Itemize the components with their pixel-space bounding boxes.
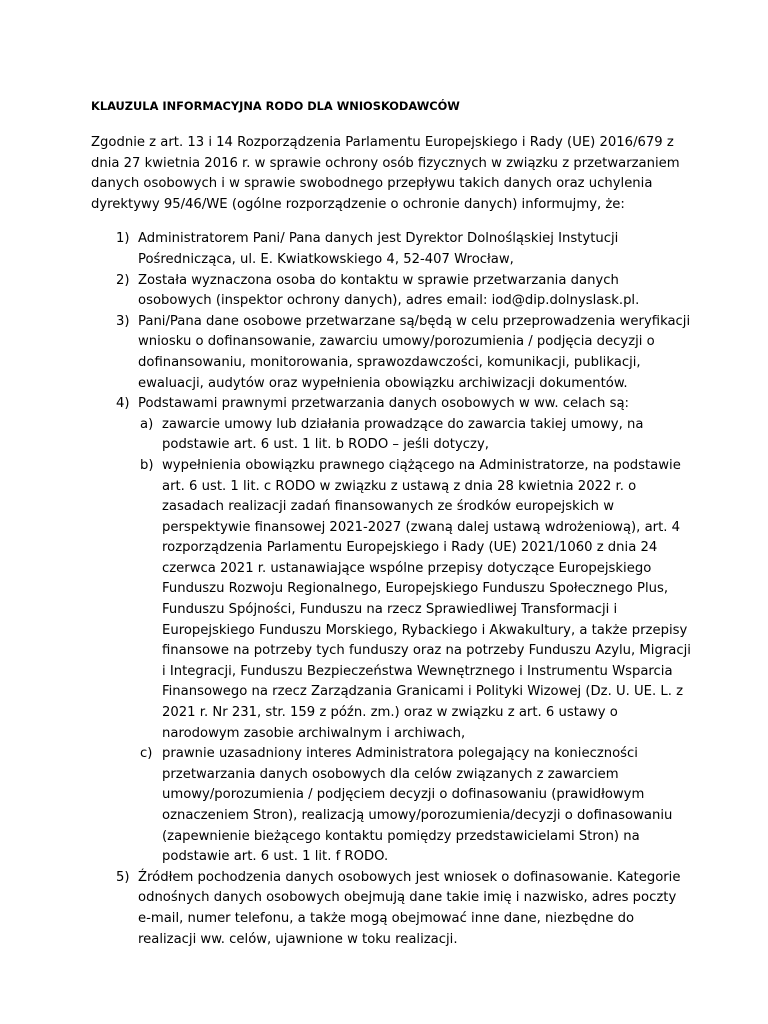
list-item-text: Została wyznaczona osoba do kontaktu w sprawie przetwarzania danych osobowych (inspektor ochrony danych), adres email: iod@dip.dolnyslask.pl. [138,272,640,309]
sublist-item-text: wypełnienia obowiązku prawnego ciążącego na Administratorze, na podstawie art. 6 ust. 1 lit. c RODO w związku z ustawą z dnia 28 kwietnia 2022 r. o zasadach realizacji zadań finansowanych ze środków europejskich w perspektywie finansowej 2021-2027 (zwaną dalej ustawą wdrożeniową), art. 4 rozporządzenia Parlamentu Europejskiego i Rady (UE) 2021/1060 z dnia 24 czerwca 2021 r. ustanawiające wspólne przepisy dotyczące Europejskiego Funduszu Rozwoju Regionalnego, Europejskiego Funduszu Społecznego Plus, Funduszu Spójności, Funduszu na rzecz Sprawiedliwej Transformacji i Europejskiego Funduszu Morskiego, Rybackiego i Akwakultury, a także przepisy finansowe na potrzeby tych funduszy oraz na potrzeby Funduszu Azylu, Migracji i Integracji, Funduszu Bezpieczeństwa Wewnętrznego i Instrumentu Wsparcia Finansowego na rzecz Zarządzania Granicami i Polityki Wizowej (Dz. U. UE. L. z 2021 r. Nr 231, str. 159 z późn. zm.) oraz w związku z art. 6 ustawy o narodowym zasobie archiwalnym i archiwach, [162,457,691,741]
document-page [91,98,691,950]
list-item-text: Podstawami prawnymi przetwarzania danych osobowych w ww. celach są: [138,396,630,412]
list-item [91,229,691,270]
sublist-item [135,456,691,744]
list-item [91,271,691,312]
sublist-item-text: prawnie uzasadniony interes Administratora polegający na konieczności przetwarzania danych osobowych dla celów związanych z zawarciem umowy/porozumienia / podjęciem decyzji o dofinasowaniu (prawidłowym oznaczeniem Stron), realizacją umowy/porozumienia/decyzji o dofinasowaniu (zapewnienie bieżącego kontaktu pomiędzy przedstawicielami Stron) na podstawie art. 6 ust. 1 lit. f RODO. [162,746,673,865]
list-item-text: Administratorem Pani/ Pana danych jest Dyrektor Dolnośląskiej Instytucji Pośrednicząca, ul. E. Kwiatkowskiego 4, 52-407 Wrocław, [138,231,619,267]
intro-paragraph: Zgodnie z art. 13 i 14 Rozporządzenia Parlamentu Europejskiego i Rady (UE) 2016/679 z dnia 27 kwietnia 2016 r. w sprawie ochrony osób fizycznych w związku z przetwarzaniem danych osobowych i w sprawie swobodnego przepływu takich danych oraz uchylenia dyrektywy 95/46/WE (ogólne rozporządzenie o ochronie danych) informujmy, że: [91,135,680,212]
list-item [91,394,691,868]
sublist-item [135,744,691,868]
sublist-item-letter: c) [140,746,153,762]
list-item [91,312,691,394]
list-item-text: Źródłem pochodzenia danych osobowych jest wniosek o dofinasowanie. Kategorie odnośnych danych osobowych obejmują dane takie imię i nazwisko, adres poczty e-mail, numer telefonu, a także mogą obejmować inne dane, niezbędne do realizacji ww. celów, ujawnione w toku realizacji. [138,869,681,947]
list-item-text: Pani/Pana dane osobowe przetwarzane są/będą w celu przeprowadzenia weryfikacji wniosku o dofinansowanie, zawarciu umowy/porozumienia / podjęcia decyzji o dofinansowaniu, monitorowania, sprawozdawczości, komunikacji, publikacji, ewaluacji, audytów oraz wypełnienia obowiązku archiwizacji dokumentów. [138,313,691,391]
sublist-item-letter: a) [140,416,154,432]
list-item [91,868,691,950]
clause-list [91,229,691,950]
list-item-number: 2) [116,272,130,288]
list-item-number: 1) [116,231,130,247]
list-item-number: 4) [116,396,130,412]
document-title: KLAUZULA INFORMACYJNA RODO DLA WNIOSKODAWCÓW [91,99,460,113]
sublist-item-text: zawarcie umowy lub działania prowadzące do zawarcia takiej umowy, na podstawie art. 6 ust. 1 lit. b RODO – jeśli dotyczy, [162,416,644,453]
legal-basis-sublist [138,415,691,868]
sublist-item-letter: b) [140,457,154,473]
sublist-item [135,415,691,456]
list-item-number: 3) [116,313,130,329]
list-item-number: 5) [116,869,130,885]
